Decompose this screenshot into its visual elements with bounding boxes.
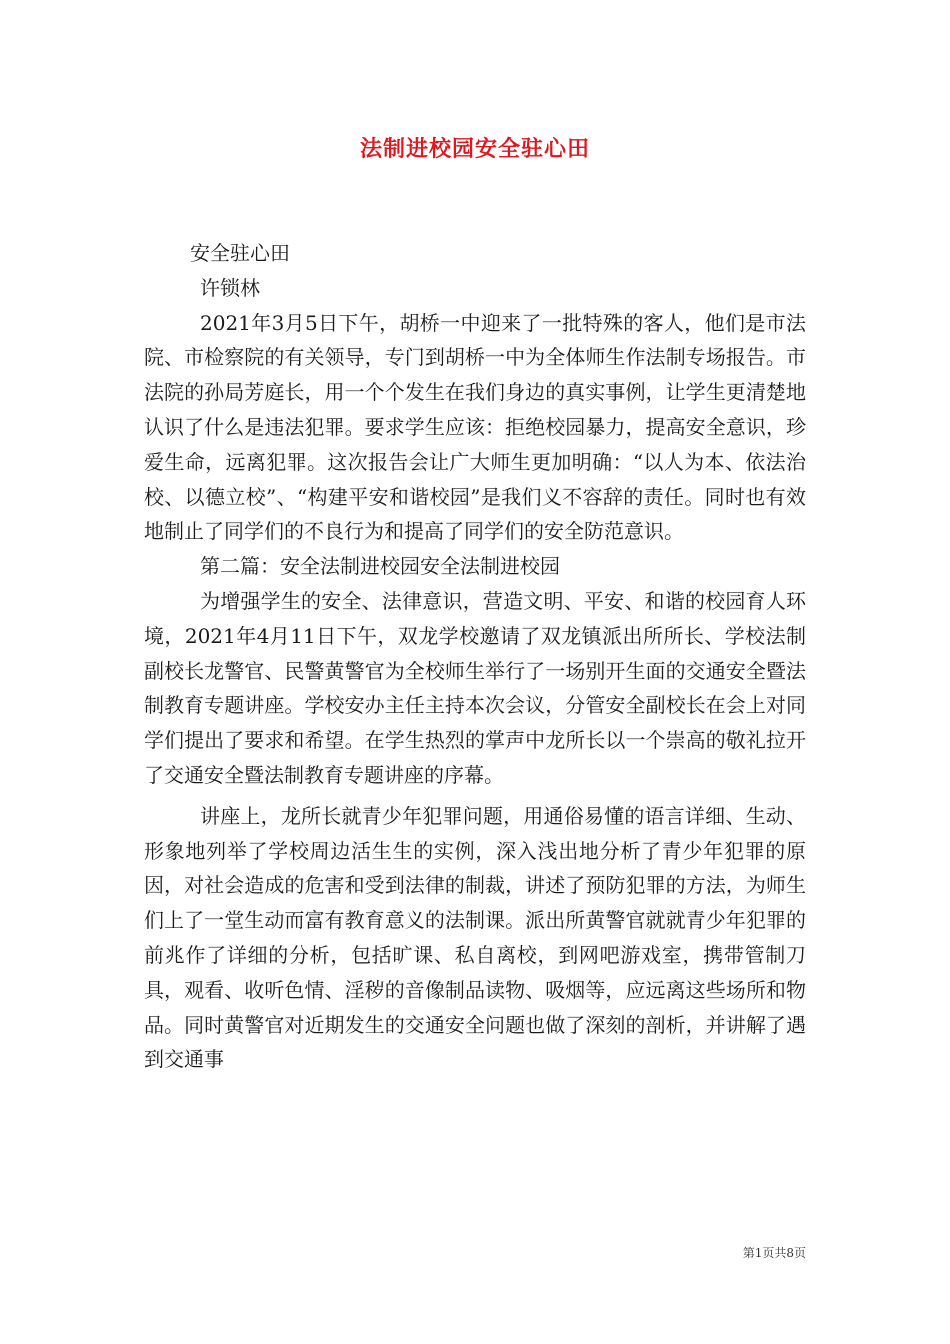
page-indicator: 第1页共8页: [742, 1246, 806, 1260]
document-title: 法制进校园安全驻心田: [359, 136, 590, 162]
section-heading: 第二篇：安全法制进校园安全法制进校园: [200, 554, 560, 579]
document-author: 许锁林: [200, 275, 260, 300]
paragraph-3: 讲座上，龙所长就青少年犯罪问题，用通俗易懂的语言详细、生动、形象地列举了学校周边活生生的实例，深入浅出地分析了青少年犯罪的原因，对社会造成的危害和受到法律的制裁，讲述了预防犯罪的方法，为师生们上了一堂生动而富有教育意义的法制课。派出所黄警官就就青少年犯罪的前兆作了详细的分析，包括旷课、私自离校，到网吧游戏室，携带管制刀具，观看、收听色情、淫秽的音像制品读物、吸烟等，应远离这些场所和物品。同时黄警官对近期发生的交通安全问题也做了深刻的剖析，并讲解了遇到交通事: [144, 803, 806, 1072]
paragraph-1: 2021年3月5日下午，胡桥一中迎来了一批特殊的客人，他们是市法院、市检察院的有关领导，专门到胡桥一中为全体师生作法制专场报告。市法院的孙局芳庭长，用一个个发生在我们身边的真实事例，让学生更清楚地认识了什么是违法犯罪。要求学生应该：拒绝校园暴力，提高安全意识，珍爱生命，远离犯罪。这次报告会让广大师生更加明确：“以人为本、依法治校、以德立校”、“构建平安和谐校园”是我们义不容辞的责任。同时也有效地制止了同学们的不良行为和提高了同学们的安全防范意识。: [144, 310, 806, 544]
paragraph-2: 为增强学生的安全、法律意识，营造文明、平安、和谐的校园育人环境，2021年4月11日下午，双龙学校邀请了双龙镇派出所所长、学校法制副校长龙警官、民警黄警官为全校师生举行了一场别开生面的交通安全暨法制教育专题讲座。学校安办主任主持本次会议，分管安全副校长在会上对同学们提出了要求和希望。在学生热烈的掌声中龙所长以一个崇高的敬礼拉开了交通安全暨法制教育专题讲座的序幕。: [144, 588, 806, 787]
document-body: [144, 236, 806, 1077]
document-subtitle: 安全驻心田: [190, 241, 290, 265]
